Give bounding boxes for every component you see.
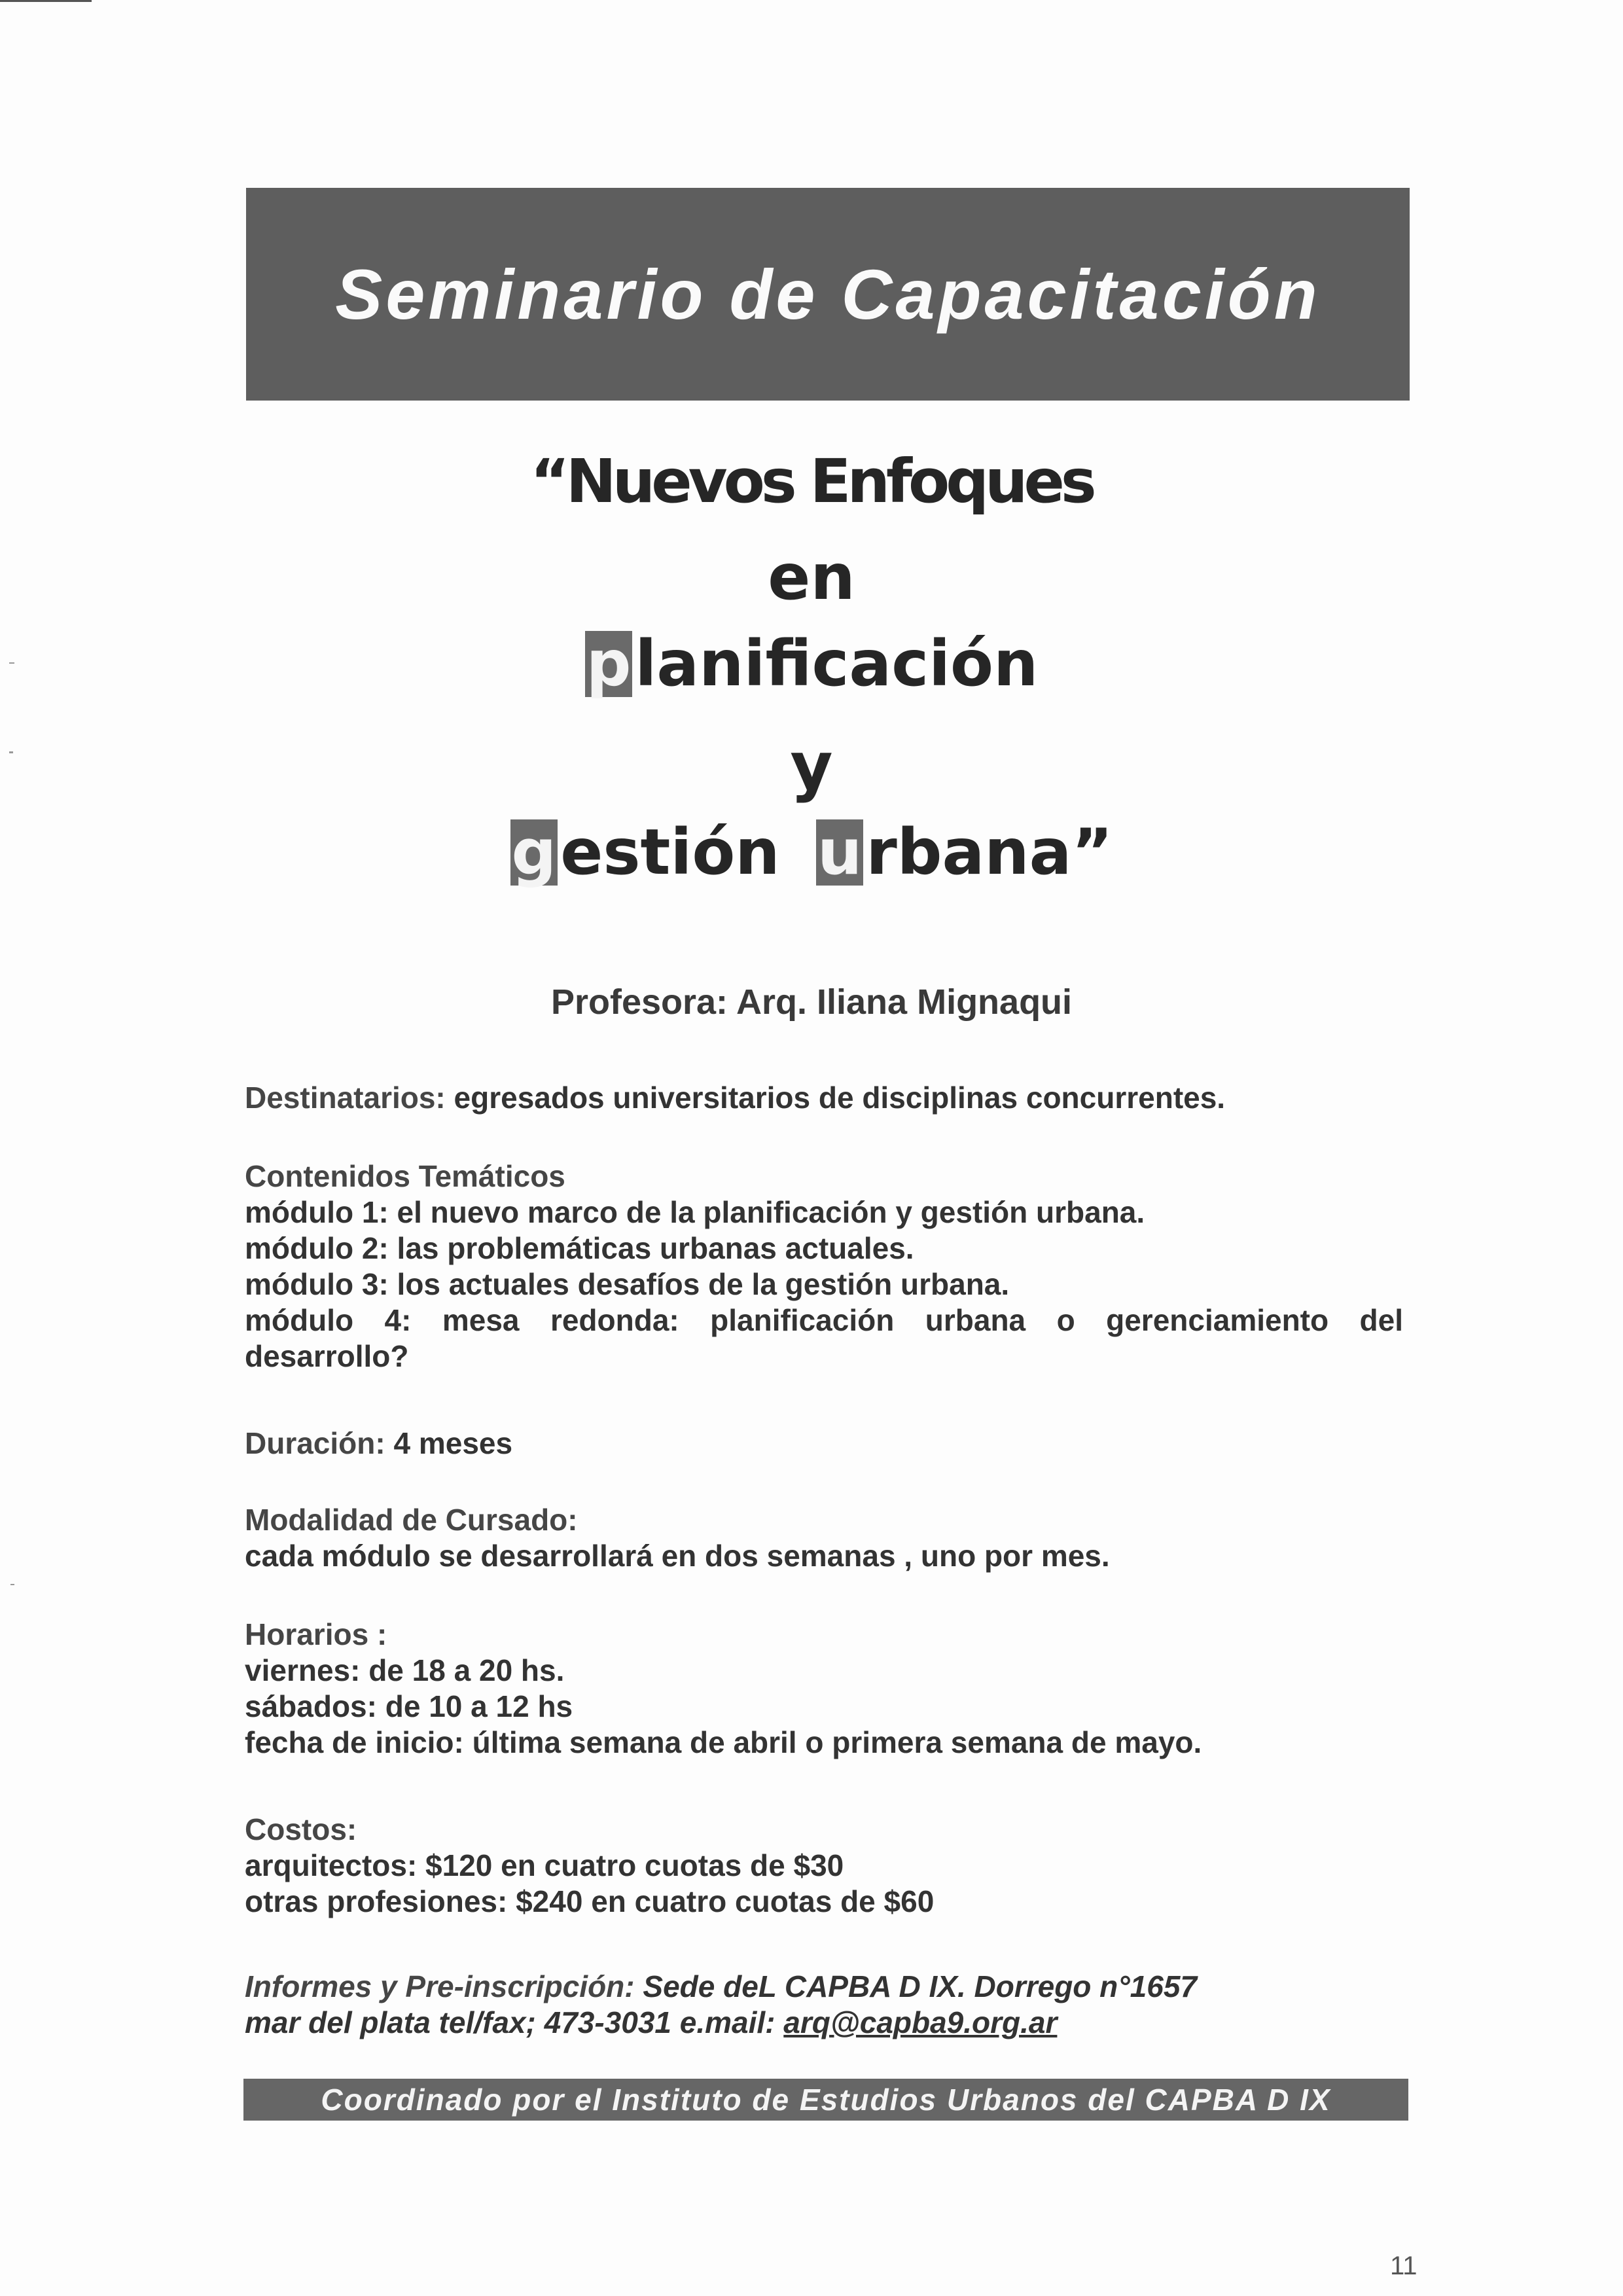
modalidad-section xyxy=(245,1502,1403,1574)
boxed-initial: p xyxy=(586,627,632,700)
top-rule xyxy=(0,0,92,2)
horarios-section xyxy=(245,1617,1403,1761)
costos-section xyxy=(245,1812,1403,1920)
destinatarios-text: egresados universitarios de disciplinas concurrentes. xyxy=(445,1081,1226,1115)
costos-label: Costos: xyxy=(245,1812,357,1846)
horarios-label: Horarios : xyxy=(245,1617,387,1651)
title-word: estión xyxy=(560,816,780,889)
modalidad-label: Modalidad de Cursado: xyxy=(245,1503,578,1537)
seminar-banner xyxy=(246,188,1410,401)
horario-item: viernes: de 18 a 20 hs. xyxy=(245,1653,565,1687)
destinatarios-section xyxy=(245,1080,1403,1116)
module-item: módulo 4: mesa redonda: planificación urbana o gerenciamiento del xyxy=(245,1303,1403,1337)
email-link[interactable]: arq@capba9.org.ar xyxy=(783,2005,1058,2039)
costo-item: otras profesiones: $240 en cuatro cuotas de $60 xyxy=(245,1884,935,1918)
banner-title: Seminario de Capacitación xyxy=(335,255,1321,334)
costo-item: arquitectos: $120 en cuatro cuotas de $30 xyxy=(245,1848,844,1882)
footer-bar xyxy=(243,2079,1408,2121)
contenidos-section xyxy=(245,1158,1403,1374)
horario-item: sábados: de 10 a 12 hs xyxy=(245,1689,573,1723)
course-title-line5 xyxy=(0,816,1623,889)
duracion-text: 4 meses xyxy=(385,1426,513,1460)
contenidos-label: Contenidos Temáticos xyxy=(245,1159,565,1193)
course-title-line1: “Nuevos Enfoques xyxy=(530,446,1093,516)
informes-section xyxy=(245,1969,1403,2041)
destinatarios-label: Destinatarios: xyxy=(245,1081,446,1115)
footer-text: Coordinado por el Instituto de Estudios Urbanos del CAPBA D IX xyxy=(321,2083,1331,2117)
title-word: lanificación xyxy=(635,627,1039,700)
page-number: 11 xyxy=(1390,2251,1418,2280)
boxed-initial: u xyxy=(817,816,863,889)
professor: Profesora: Arq. Iliana Mignaqui xyxy=(550,982,1073,1022)
module-item: módulo 1: el nuevo marco de la planificación y gestión urbana. xyxy=(245,1195,1145,1229)
boxed-initial: g xyxy=(511,816,557,889)
course-title-line3 xyxy=(0,627,1623,700)
course-title-line4: y xyxy=(790,728,833,804)
module-item: módulo 2: las problemáticas urbanas actuales. xyxy=(245,1231,914,1265)
course-title-line2: en xyxy=(768,541,855,614)
modalidad-text: cada módulo se desarrollará en dos semanas , uno por mes. xyxy=(245,1539,1110,1573)
informes-text1: Sede deL CAPBA D IX. Dorrego n°1657 xyxy=(634,1969,1198,2003)
module-item: módulo 3: los actuales desafíos de la gestión urbana. xyxy=(245,1267,1010,1301)
duracion-section xyxy=(245,1426,1403,1462)
informes-label: Informes y Pre-inscripción: xyxy=(245,1969,635,2003)
title-word: rbana” xyxy=(866,816,1113,889)
horario-item: fecha de inicio: última semana de abril o primera semana de mayo. xyxy=(245,1725,1202,1759)
duracion-label: Duración: xyxy=(245,1426,385,1460)
informes-text2: mar del plata tel/fax; 473-3031 e.mail: xyxy=(245,2005,784,2039)
module-item: desarrollo? xyxy=(245,1339,409,1373)
margin-mark xyxy=(10,1584,14,1585)
